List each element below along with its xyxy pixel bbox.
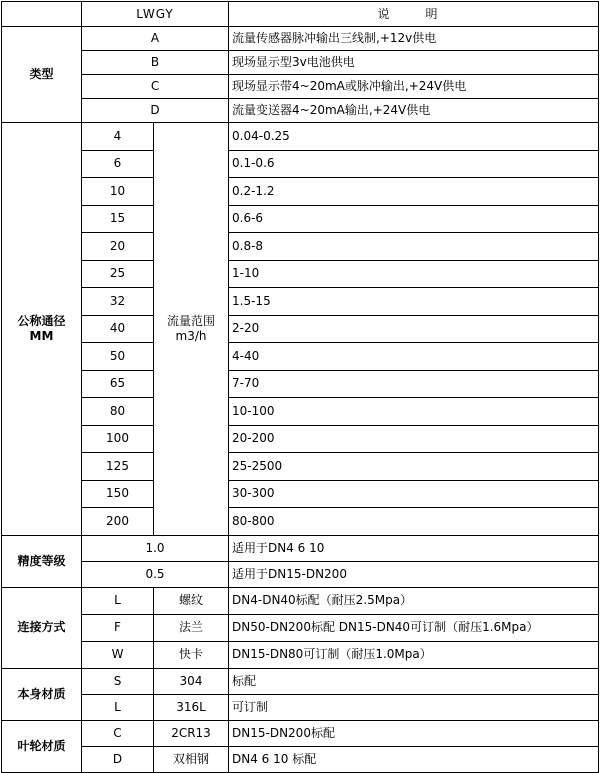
table-row xyxy=(2,720,599,746)
table-row xyxy=(2,178,599,206)
connection-name: 法兰 xyxy=(154,614,229,641)
category-nominal-diameter-line2: MM xyxy=(29,328,54,343)
accuracy-code: 1.0 xyxy=(82,535,229,561)
diameter-range: 2-20 xyxy=(229,315,599,343)
diameter-range: 20-200 xyxy=(229,425,599,453)
diameter-code: 100 xyxy=(82,425,154,453)
type-desc: 现场显示型3v电池供电 xyxy=(229,51,599,75)
header-description-cell: 说 明 xyxy=(229,2,599,27)
table-row xyxy=(2,288,599,316)
impeller-material-desc: DN4 6 10 标配 xyxy=(229,746,599,772)
diameter-range: 0.6-6 xyxy=(229,205,599,233)
diameter-range: 0.04-0.25 xyxy=(229,123,599,151)
table-row xyxy=(2,150,599,178)
diameter-code: 40 xyxy=(82,315,154,343)
body-material-name: 316L xyxy=(154,694,229,720)
table-row xyxy=(2,370,599,398)
type-desc: 现场显示带4~20mA或脉冲输出,+24V供电 xyxy=(229,75,599,99)
header-model-cell: LWGY xyxy=(82,2,229,27)
table-row xyxy=(2,508,599,536)
diameter-code: 200 xyxy=(82,508,154,536)
diameter-range: 10-100 xyxy=(229,398,599,426)
impeller-material-name: 双相钢 xyxy=(154,746,229,772)
table-row xyxy=(2,233,599,261)
diameter-code: 20 xyxy=(82,233,154,261)
table-row xyxy=(2,614,599,641)
table-row xyxy=(2,694,599,720)
accuracy-code: 0.5 xyxy=(82,561,229,587)
connection-code: L xyxy=(82,587,154,614)
diameter-code: 150 xyxy=(82,480,154,508)
diameter-code: 125 xyxy=(82,453,154,481)
table-row xyxy=(2,205,599,233)
category-nominal-diameter xyxy=(2,123,82,536)
connection-code: F xyxy=(82,614,154,641)
body-material-desc: 可订制 xyxy=(229,694,599,720)
body-material-code: S xyxy=(82,668,154,694)
connection-desc: DN50-DN200标配 DN15-DN40可订制（耐压1.6Mpa） xyxy=(229,614,599,641)
diameter-range: 1-10 xyxy=(229,260,599,288)
diameter-range: 80-800 xyxy=(229,508,599,536)
table-row xyxy=(2,480,599,508)
accuracy-desc: 适用于DN4 6 10 xyxy=(229,535,599,561)
table-row xyxy=(2,123,599,151)
body-material-code: L xyxy=(82,694,154,720)
body-material-name: 304 xyxy=(154,668,229,694)
category-connection: 连接方式 xyxy=(2,587,82,668)
type-desc: 流量变送器4~20mA输出,+24V供电 xyxy=(229,99,599,123)
table-row xyxy=(2,746,599,772)
table-row xyxy=(2,315,599,343)
category-body-material: 本身材质 xyxy=(2,668,82,720)
diameter-range: 0.2-1.2 xyxy=(229,178,599,206)
table-row xyxy=(2,561,599,587)
impeller-material-code: C xyxy=(82,720,154,746)
table-row xyxy=(2,398,599,426)
diameter-range: 4-40 xyxy=(229,343,599,371)
diameter-code: 4 xyxy=(82,123,154,151)
diameter-code: 80 xyxy=(82,398,154,426)
table-row xyxy=(2,75,599,99)
specification-table xyxy=(1,1,599,773)
diameter-range: 7-70 xyxy=(229,370,599,398)
table-row xyxy=(2,343,599,371)
diameter-range: 30-300 xyxy=(229,480,599,508)
connection-name: 快卡 xyxy=(154,641,229,668)
connection-code: W xyxy=(82,641,154,668)
category-impeller-material: 叶轮材质 xyxy=(2,720,82,772)
diameter-code: 25 xyxy=(82,260,154,288)
type-desc: 流量传感器脉冲输出三线制,+12v供电 xyxy=(229,27,599,51)
diameter-code: 6 xyxy=(82,150,154,178)
flow-range-header xyxy=(154,123,229,536)
connection-name: 螺纹 xyxy=(154,587,229,614)
table-row xyxy=(2,587,599,614)
impeller-material-desc: DN15-DN200标配 xyxy=(229,720,599,746)
connection-desc: DN15-DN80可订制（耐压1.0Mpa） xyxy=(229,641,599,668)
accuracy-desc: 适用于DN15-DN200 xyxy=(229,561,599,587)
table-row xyxy=(2,99,599,123)
table-row xyxy=(2,425,599,453)
table-row xyxy=(2,51,599,75)
diameter-code: 32 xyxy=(82,288,154,316)
diameter-range: 1.5-15 xyxy=(229,288,599,316)
table-row xyxy=(2,453,599,481)
impeller-material-code: D xyxy=(82,746,154,772)
body-material-desc: 标配 xyxy=(229,668,599,694)
diameter-range: 25-2500 xyxy=(229,453,599,481)
diameter-range: 0.8-8 xyxy=(229,233,599,261)
category-nominal-diameter-line1: 公称通径 xyxy=(17,313,66,328)
table-row xyxy=(2,27,599,51)
header-blank-cell xyxy=(2,2,82,27)
diameter-code: 10 xyxy=(82,178,154,206)
category-accuracy: 精度等级 xyxy=(2,535,82,587)
table-row xyxy=(2,641,599,668)
table-row xyxy=(2,260,599,288)
diameter-code: 15 xyxy=(82,205,154,233)
impeller-material-name: 2CR13 xyxy=(154,720,229,746)
diameter-code: 50 xyxy=(82,343,154,371)
flow-range-unit: m3/h xyxy=(175,328,207,343)
connection-desc: DN4-DN40标配（耐压2.5Mpa） xyxy=(229,587,599,614)
table-header-row xyxy=(2,2,599,27)
diameter-code: 65 xyxy=(82,370,154,398)
category-type: 类型 xyxy=(2,27,82,123)
type-code: B xyxy=(82,51,229,75)
table-row xyxy=(2,535,599,561)
table-row xyxy=(2,668,599,694)
type-code: D xyxy=(82,99,229,123)
flow-range-label: 流量范围 xyxy=(167,313,216,328)
diameter-range: 0.1-0.6 xyxy=(229,150,599,178)
type-code: A xyxy=(82,27,229,51)
type-code: C xyxy=(82,75,229,99)
